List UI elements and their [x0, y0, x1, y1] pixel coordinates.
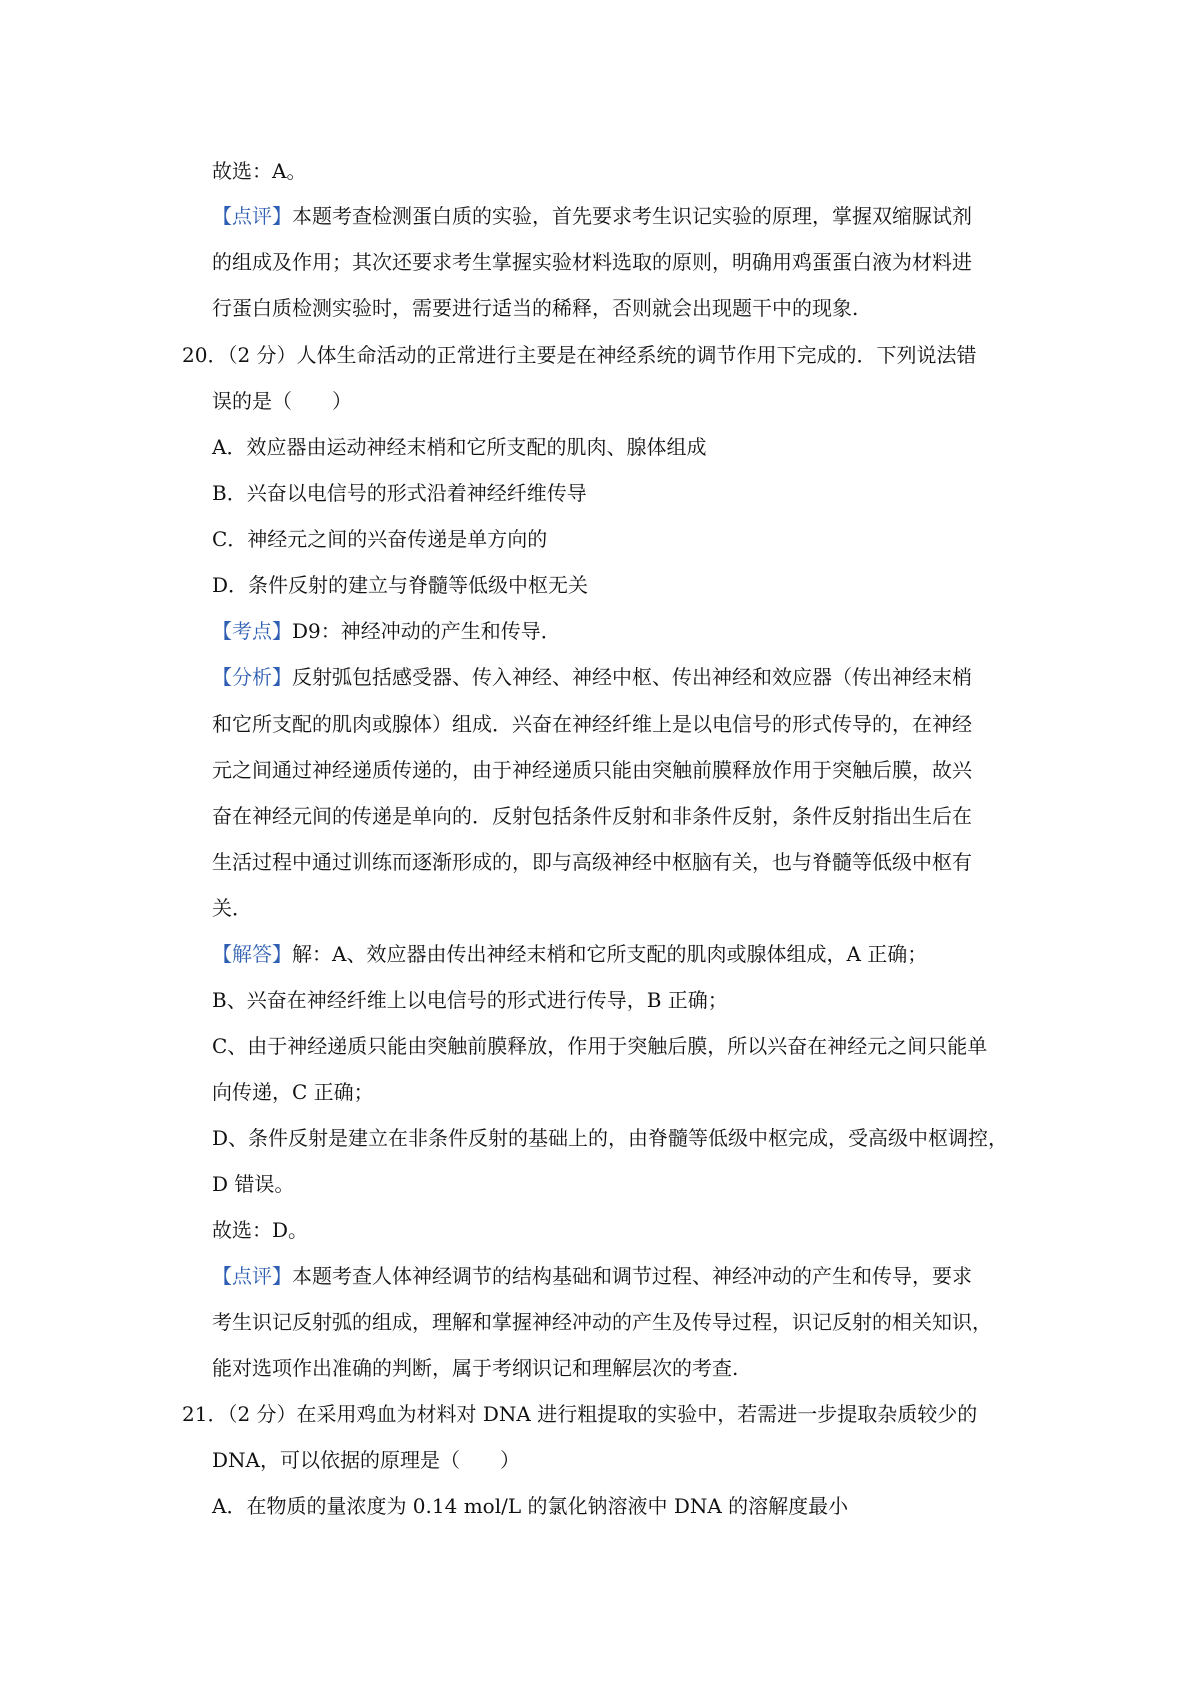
- q20-dianping-line-3: 能对选项作出准确的判断，属于考纲识记和理解层次的考查.: [212, 1356, 739, 1380]
- intro-comment-line-1: 【点评】本题考查检测蛋白质的实验，首先要求考生识记实验的原理，掌握双缩脲试剂: [212, 204, 972, 228]
- q20-fenxi-line-1: 【分析】反射弧包括感受器、传入神经、神经中枢、传出神经和效应器（传出神经末梢: [212, 665, 972, 689]
- intro-comment-line-3: 行蛋白质检测实验时，需要进行适当的稀释，否则就会出现题干中的现象.: [212, 296, 859, 320]
- q20-option-d: D．条件反射的建立与脊髓等低级中枢无关: [212, 573, 589, 597]
- q20-jieda-line-1: 【解答】解：A、效应器由传出神经末梢和它所支配的肌肉或腺体组成，A 正确；: [212, 942, 928, 966]
- q20-dianping-line-1: 【点评】本题考查人体神经调节的结构基础和调节过程、神经冲动的产生和传导，要求: [212, 1264, 972, 1288]
- q20-jieda-line-2: B、兴奋在神经纤维上以电信号的形式进行传导，B 正确；: [212, 988, 728, 1012]
- kaodian-tag: 【考点】: [212, 619, 292, 643]
- q20-option-a: A．效应器由运动神经末梢和它所支配的肌肉、腺体组成: [212, 435, 707, 459]
- q20-jieda-line-5: D、条件反射是建立在非条件反射的基础上的，由脊髓等低级中枢完成，受高级中枢调控，: [212, 1126, 1009, 1150]
- intro-comment-line-2: 的组成及作用；其次还要求考生掌握实验材料选取的原则，明确用鸡蛋蛋白液为材料进: [212, 250, 972, 274]
- q20-jieda-line-4: 向传递，C 正确；: [212, 1080, 374, 1104]
- q20-option-b: B．兴奋以电信号的形式沿着神经纤维传导: [212, 481, 587, 505]
- jieda-tag: 【解答】: [212, 942, 292, 966]
- q20-kaodian: 【考点】D9：神经冲动的产生和传导．: [212, 619, 561, 643]
- q20-stem-line-1: 20．（2 分）人体生命活动的正常进行主要是在神经系统的调节作用下完成的．下列说法错: [182, 343, 977, 367]
- q21-stem-line-1: 21．（2 分）在采用鸡血为材料对 DNA 进行粗提取的实验中，若需进一步提取杂质较少的: [182, 1402, 978, 1426]
- q20-stem-line-2: 误的是（ ）: [212, 389, 352, 413]
- q20-dianping-line-2: 考生识记反射弧的组成，理解和掌握神经冲动的产生及传导过程，识记反射的相关知识，: [212, 1310, 992, 1334]
- comment-tag: 【点评】: [212, 204, 292, 228]
- q20-fenxi-line-4: 奋在神经元间的传递是单向的．反射包括条件反射和非条件反射，条件反射指出生后在: [212, 804, 972, 828]
- intro-answer: 故选：A。: [212, 159, 307, 183]
- fenxi-tag: 【分析】: [212, 665, 292, 689]
- q20-fenxi-line-3: 元之间通过神经递质传递的，由于神经递质只能由突触前膜释放作用于突触后膜，故兴: [212, 758, 972, 782]
- q20-fenxi-line-6: 关．: [212, 896, 252, 920]
- q21-option-a: A．在物质的量浓度为 0.14 mol/L 的氯化钠溶液中 DNA 的溶解度最小: [212, 1494, 849, 1518]
- q21-stem-line-2: DNA，可以依据的原理是（ ）: [212, 1448, 520, 1472]
- q20-option-c: C．神经元之间的兴奋传递是单方向的: [212, 527, 548, 551]
- q20-jieda-line-3: C、由于神经递质只能由突触前膜释放，作用于突触后膜，所以兴奋在神经元之间只能单: [212, 1034, 988, 1058]
- q20-fenxi-line-2: 和它所支配的肌肉或腺体）组成．兴奋在神经纤维上是以电信号的形式传导的，在神经: [212, 712, 972, 736]
- dianping-tag: 【点评】: [212, 1264, 292, 1288]
- q20-fenxi-line-5: 生活过程中通过训练而逐渐形成的，即与高级神经中枢脑有关，也与脊髓等低级中枢有: [212, 850, 972, 874]
- q20-answer: 故选：D。: [212, 1218, 309, 1242]
- q20-jieda-line-6: D 错误。: [212, 1172, 295, 1196]
